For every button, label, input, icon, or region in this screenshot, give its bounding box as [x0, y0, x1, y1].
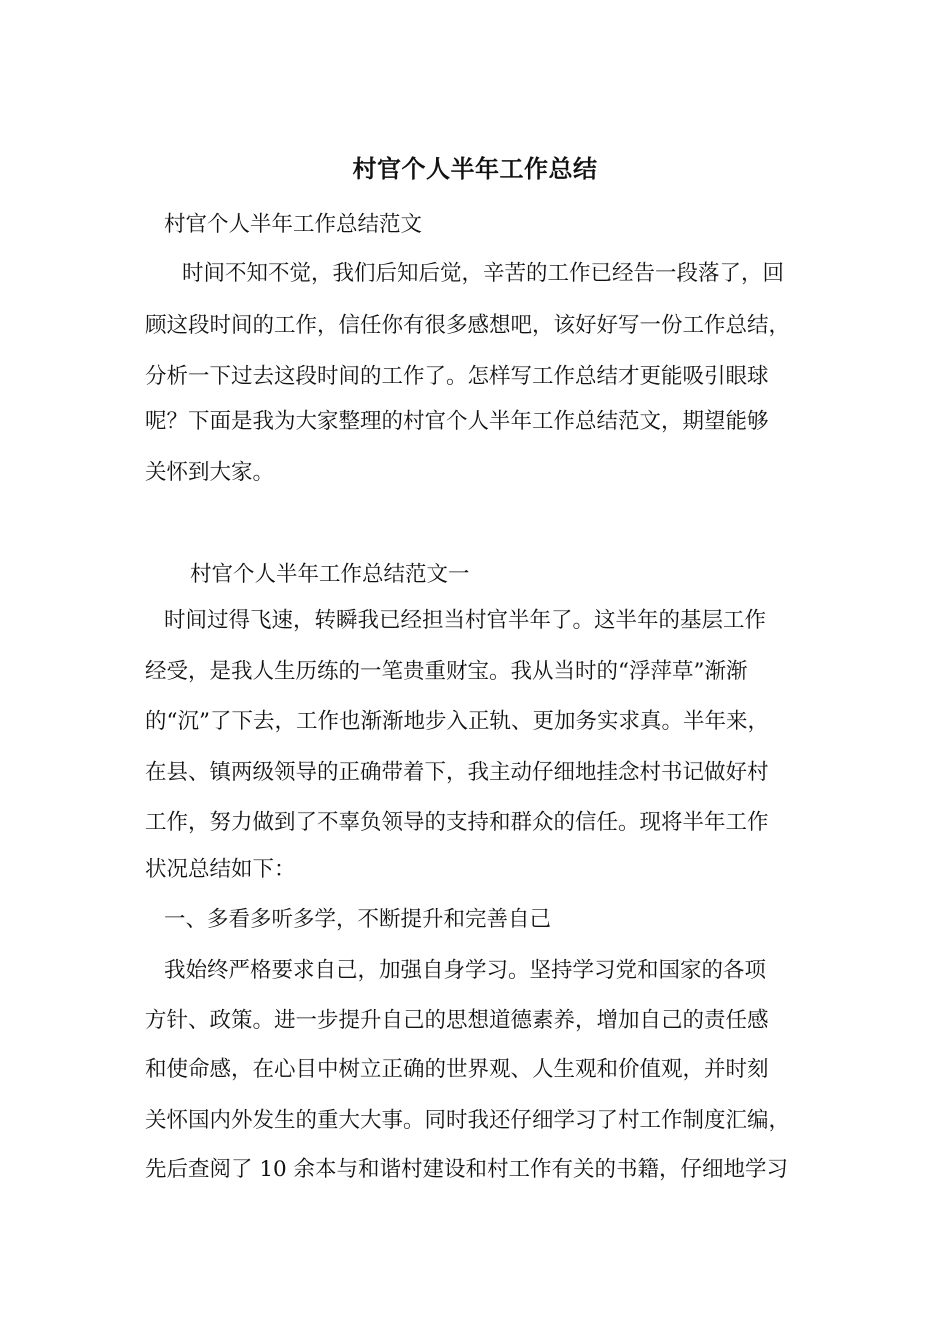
subtitle-line: 村官个人半年工作总结范文	[164, 212, 423, 237]
subheading-line: 一、多看多听多学，不断提升和完善自己	[164, 907, 552, 932]
body-line-9: 和使命感，在心目中树立正确的世界观、人生观和价值观，并时刻	[145, 1057, 769, 1082]
intro-line-2: 顾这段时间的工作，信任你有很多感想吧，该好好写一份工作总结，	[145, 313, 791, 338]
body-line-2: 经受，是我人生历练的一笔贵重财宝。我从当时的“浮萍草”渐渐	[145, 659, 748, 684]
intro-line-5: 关怀到大家。	[145, 460, 275, 485]
intro-line-1: 时间不知不觉，我们后知后觉，辛苦的工作已经告一段落了，回	[182, 261, 785, 286]
body-line-10: 关怀国内外发生的重大大事。同时我还仔细学习了村工作制度汇编，	[145, 1108, 791, 1133]
document-title: 村官个人半年工作总结	[352, 154, 598, 183]
body-line-1: 时间过得飞速，转瞬我已经担当村官半年了。这半年的基层工作	[164, 608, 767, 633]
body-line-3: 的“沉”了下去，工作也渐渐地步入正轨、更加务实求真。半年来，	[145, 709, 769, 734]
intro-line-4: 呢？下面是我为大家整理的村官个人半年工作总结范文，期望能够	[145, 409, 769, 434]
section-heading: 村官个人半年工作总结范文一	[190, 562, 470, 587]
intro-line-3: 分析一下过去这段时间的工作了。怎样写工作总结才更能吸引眼球	[145, 364, 769, 389]
body-line-11: 先后查阅了 10 余本与和谐村建设和村工作有关的书籍，仔细地学习	[145, 1157, 789, 1182]
body-line-4: 在县、镇两级领导的正确带着下，我主动仔细地挂念村书记做好村	[145, 760, 769, 785]
body-line-6: 状况总结如下：	[145, 857, 296, 882]
body-line-8: 方针、政策。进一步提升自己的思想道德素养，增加自己的责任感	[145, 1008, 769, 1033]
body-line-7: 我始终严格要求自己，加强自身学习。坚持学习党和国家的各项	[164, 958, 767, 983]
body-line-5: 工作，努力做到了不辜负领导的支持和群众的信任。现将半年工作	[145, 810, 769, 835]
